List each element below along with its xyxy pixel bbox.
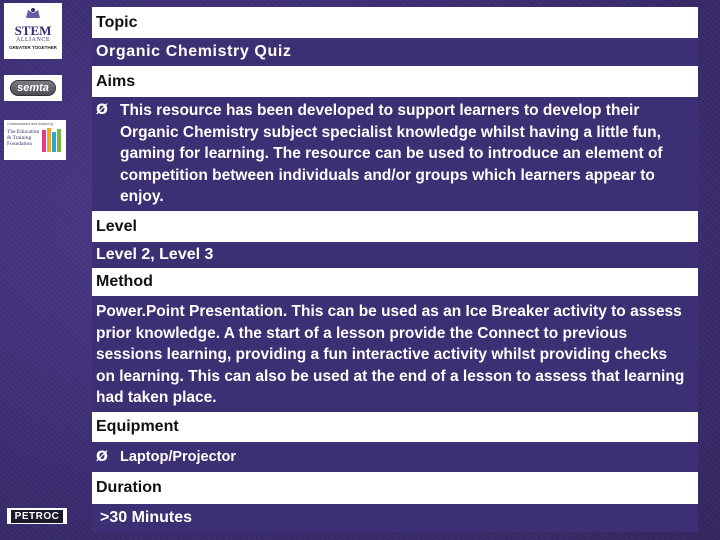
etf-logo [4,120,66,160]
petroc-logo [7,508,67,524]
equipment-heading: Equipment [96,418,179,435]
method-heading: Method [96,273,153,290]
aims-text-row [92,97,698,211]
equipment-heading-row [92,412,698,442]
method-heading-row [92,268,698,296]
duration-heading-row [92,472,698,504]
semta-logo [4,75,62,101]
topic-heading: Topic [96,13,138,31]
duration-value: >30 Minutes [100,509,193,526]
equipment-value-row [92,442,698,472]
level-heading-row [92,211,698,242]
stem-alliance-logo [4,3,62,59]
level-value: Level 2, Level 3 [96,246,214,263]
topic-value: Organic Chemistry Quiz [96,43,292,60]
crest-icon [24,7,42,19]
level-value-row [92,242,698,268]
etf-commissioned-text: Commissioned and funded by [7,122,54,126]
equipment-value: Laptop/Projector [120,449,237,465]
semta-logo-text: semta [10,80,56,96]
topic-value-row [92,38,698,66]
method-text-row [92,296,698,412]
aims-heading: Aims [96,72,136,90]
people-figures-icon [41,126,63,156]
aims-heading-row [92,66,698,97]
stem-tagline: GREATER TOGETHER [9,45,57,50]
topic-heading-row [92,7,698,38]
stem-logo-text: STEM [14,23,52,38]
equipment-bullet-icon: Ø [96,449,108,465]
etf-logo-text: The Education & Training Foundation [7,129,40,147]
petroc-logo-text: PETROC [11,510,64,523]
method-text: Power.Point Presentation. This can be used as an Ice Breaker activity to assess prior knowledge. A the start of a lesson provide the Connect to previous sessions learning, providing a fun interactive activity whilst providing checks on learning. This can also be used at the end of a lesson to assess that learning had taken place. [96,303,685,406]
aims-text: This resource has been developed to support learners to develop their Organic Chemistry subject specialist knowledge whilst having a little fun, gaming for learning. The resource can be used to introduce an element of competition between individuals and/or groups which learners appear to enjoy. [120,102,663,205]
duration-heading: Duration [96,479,162,496]
level-heading: Level [96,217,137,235]
aims-bullet-icon: Ø [96,102,108,118]
duration-value-row [92,504,698,532]
alliance-logo-text: ALLIANCE [16,37,50,43]
